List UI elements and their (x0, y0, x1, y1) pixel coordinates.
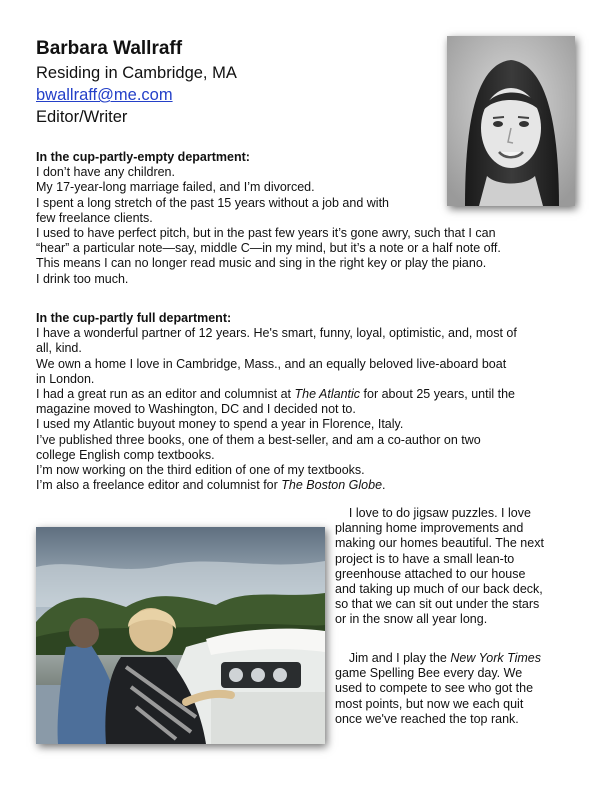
text-line: making our homes beautiful. The next (335, 536, 544, 551)
text-line: My 17-year-long marriage failed, and I’m divorced. (36, 180, 315, 195)
text-line: all, kind. (36, 341, 82, 356)
text-line-nyt (335, 651, 580, 666)
text-run: I’m also a freelance editor and columnist for (36, 478, 282, 493)
text-line: I used to have perfect pitch, but in the past few years it’s gone awry, such that I can (36, 226, 496, 241)
text-line: I drink too much. (36, 271, 129, 286)
text-line: I’ve published three books, one of them a best-seller, and am a co-author on two (36, 432, 481, 447)
text-run: I had a great run as an editor and columnist at (36, 387, 295, 402)
paragraph-spelling-bee (335, 651, 580, 727)
text-line: magazine moved to Washington, DC and I decided not to. (36, 402, 356, 417)
text-line: college English comp textbooks. (36, 447, 215, 462)
text-line: in London. (36, 371, 95, 386)
text-line: game Spelling Bee every day. We (335, 666, 523, 681)
section-cup-partly-empty (36, 150, 586, 287)
boat-photo (36, 527, 325, 744)
text-line: I spent a long stretch of the past 15 years without a job and with (36, 195, 389, 210)
occupation-line: Editor/Writer (36, 108, 128, 126)
text-line: planning home improvements and (335, 521, 524, 536)
text-line: project is to have a small lean-to (335, 551, 515, 566)
text-line-globe (36, 478, 586, 493)
text-line: few freelance clients. (36, 210, 153, 225)
section-heading: In the cup-partly-empty department: (36, 150, 250, 164)
text-line-atlantic (36, 387, 586, 402)
text-line: I don’t have any children. (36, 165, 175, 180)
text-run: for about 25 years, until the (360, 387, 516, 402)
section-cup-partly-full (36, 311, 586, 493)
section-heading: In the cup-partly full department: (36, 311, 232, 325)
text-line: I’m now working on the third edition of one of my textbooks. (36, 463, 365, 478)
text-line: I used my Atlantic buyout money to spend a year in Florence, Italy. (36, 417, 404, 432)
publication-title: The Boston Globe (281, 478, 383, 493)
text-line: and taking up much of our back deck, (335, 582, 543, 597)
text-line: greenhouse attached to our house (335, 566, 526, 581)
residence-line: Residing in Cambridge, MA (36, 64, 237, 82)
person-name: Barbara Wallraff (36, 38, 183, 59)
text-run: . (382, 478, 386, 493)
text-line: most points, but now we each quit (335, 696, 524, 711)
text-line: This means I can no longer read music and sing in the right key or play the piano. (36, 256, 487, 271)
email-link[interactable]: bwallraff@me.com (36, 86, 173, 104)
publication-title: The Atlantic (294, 387, 361, 402)
text-line: I have a wonderful partner of 12 years. He's smart, funny, loyal, optimistic, and, most of (36, 326, 517, 341)
paragraph-hobbies (335, 506, 580, 628)
text-line: “hear” a particular note—say, middle C—in my mind, but it’s a note or a half note off. (36, 241, 501, 256)
text-line: once we've reached the top rank. (335, 711, 519, 726)
text-line: so that we can sit out under the stars (335, 597, 540, 612)
text-line: I love to do jigsaw puzzles. I love (335, 506, 531, 520)
publication-title: New York Times (450, 651, 541, 665)
text-line: We own a home I love in Cambridge, Mass., and an equally beloved live-aboard boat (36, 356, 507, 371)
text-line: used to compete to see who got the (335, 681, 534, 696)
text-line: or in the snow all year long. (335, 612, 488, 627)
text-run: Jim and I play the (335, 651, 451, 665)
